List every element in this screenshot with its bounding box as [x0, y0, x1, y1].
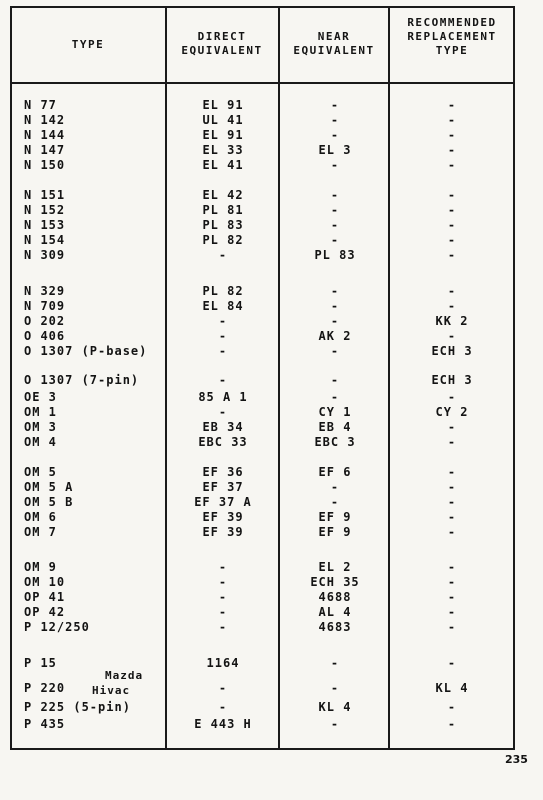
cell-direct: -	[218, 700, 228, 714]
cell-near: 4688	[318, 590, 352, 604]
cell-repl: -	[447, 113, 457, 127]
cell-type: OM 3	[24, 420, 57, 434]
cell-repl: -	[447, 420, 457, 434]
cell-direct: -	[218, 373, 228, 387]
cell-near: -	[330, 480, 340, 494]
cell-near: -	[330, 314, 340, 328]
cell-near: -	[330, 128, 340, 142]
cell-type: N 309	[24, 248, 66, 262]
cell-type: OM 5 B	[24, 495, 74, 509]
cell-direct: -	[218, 560, 228, 574]
cell-repl: -	[447, 590, 457, 604]
cell-repl: -	[447, 329, 457, 343]
cell-type: O 1307 (P-base)	[24, 344, 148, 358]
cell-type: N 144	[24, 128, 66, 142]
cell-near: EF 9	[318, 525, 352, 539]
cell-direct: -	[218, 605, 228, 619]
cell-repl: -	[447, 560, 457, 574]
cell-near: -	[330, 203, 340, 217]
cell-direct: EL 91	[202, 98, 244, 112]
cell-repl: -	[447, 218, 457, 232]
cell-direct: EL 42	[202, 188, 244, 202]
cell-repl: -	[447, 390, 457, 404]
cell-type: OM 7	[24, 525, 57, 539]
cell-near: EL 3	[318, 143, 352, 157]
cell-direct: EL 84	[202, 299, 244, 313]
cell-direct: PL 81	[202, 203, 244, 217]
cell-near: -	[330, 299, 340, 313]
cell-type: O 406	[24, 329, 66, 343]
cell-direct: EF 37	[202, 480, 244, 494]
cell-direct: PL 82	[202, 284, 244, 298]
cell-near: -	[330, 284, 340, 298]
cell-repl: -	[447, 299, 457, 313]
cell-direct: EL 41	[202, 158, 244, 172]
cell-direct: EL 91	[202, 128, 244, 142]
cell-near: -	[330, 158, 340, 172]
cell-direct: EF 39	[202, 525, 244, 539]
cell-direct: EF 37 A	[194, 495, 252, 509]
cell-type: P 12/250	[24, 620, 90, 634]
cell-type: N 147	[24, 143, 66, 157]
cell-direct: E 443 H	[194, 717, 252, 731]
cell-near: KL 4	[318, 700, 352, 714]
cell-direct: -	[218, 590, 228, 604]
cell-near: EB 4	[318, 420, 352, 434]
cell-type: P 435	[24, 717, 66, 731]
header-near-line1: NEAR	[317, 30, 351, 43]
cell-direct: -	[218, 329, 228, 343]
cell-repl: ECH 3	[431, 344, 473, 358]
cell-near: EF 9	[318, 510, 352, 524]
column-divider	[278, 6, 280, 750]
page-number: 235	[505, 753, 528, 766]
cell-type: N 153	[24, 218, 66, 232]
cell-direct: 85 A 1	[198, 390, 248, 404]
cell-near: -	[330, 717, 340, 731]
cell-type: OM 1	[24, 405, 57, 419]
cell-near: EBC 3	[314, 435, 356, 449]
header-replacement-line1: RECOMMENDED	[407, 16, 497, 29]
cell-type: N 151	[24, 188, 66, 202]
cell-near: -	[330, 113, 340, 127]
cell-repl: -	[447, 435, 457, 449]
cell-repl: -	[447, 233, 457, 247]
cell-repl: -	[447, 284, 457, 298]
cell-repl: -	[447, 98, 457, 112]
mazda-note: Mazda	[105, 669, 144, 682]
cell-type: OM 6	[24, 510, 57, 524]
header-direct-line2: EQUIVALENT	[181, 44, 263, 57]
cell-direct: -	[218, 620, 228, 634]
cell-type: N 142	[24, 113, 66, 127]
cell-near: -	[330, 344, 340, 358]
cell-type: OE 3	[24, 390, 57, 404]
cell-near: EF 6	[318, 465, 352, 479]
header-direct	[167, 30, 277, 58]
cell-repl: -	[447, 656, 457, 670]
cell-type: N 152	[24, 203, 66, 217]
cell-direct: EBC 33	[198, 435, 248, 449]
cell-type: N 154	[24, 233, 66, 247]
cell-repl: -	[447, 495, 457, 509]
cell-repl: -	[447, 128, 457, 142]
column-divider	[165, 6, 167, 750]
cell-repl: -	[447, 465, 457, 479]
cell-near: -	[330, 656, 340, 670]
cell-repl: -	[447, 143, 457, 157]
cell-near: -	[330, 495, 340, 509]
cell-type: OM 4	[24, 435, 57, 449]
cell-near: -	[330, 681, 340, 695]
cell-near: -	[330, 233, 340, 247]
cell-type: O 1307 (7-pin)	[24, 373, 140, 387]
cell-direct: 1164	[206, 656, 240, 670]
header-replacement	[390, 16, 514, 58]
header-replacement-line3: TYPE	[435, 44, 469, 57]
header-near	[280, 30, 388, 58]
cell-type: P 15	[24, 656, 57, 670]
cell-near: ECH 35	[310, 575, 360, 589]
cell-repl: -	[447, 510, 457, 524]
cell-type: O 202	[24, 314, 66, 328]
cell-direct: EB 34	[202, 420, 244, 434]
cell-direct: -	[218, 344, 228, 358]
cell-direct: EL 33	[202, 143, 244, 157]
cell-near: -	[330, 218, 340, 232]
cell-type: OM 5 A	[24, 480, 74, 494]
cell-type: OM 10	[24, 575, 66, 589]
cell-direct: UL 41	[202, 113, 244, 127]
cell-repl: -	[447, 575, 457, 589]
cell-repl: -	[447, 700, 457, 714]
cell-near: EL 2	[318, 560, 352, 574]
cell-near: 4683	[318, 620, 352, 634]
cell-repl: -	[447, 620, 457, 634]
cell-repl: CY 2	[435, 405, 469, 419]
cell-repl: -	[447, 158, 457, 172]
cell-near: -	[330, 373, 340, 387]
cell-near: -	[330, 188, 340, 202]
cell-near: -	[330, 390, 340, 404]
cell-type: N 709	[24, 299, 66, 313]
cell-type: OM 5	[24, 465, 57, 479]
cell-type: P 220	[24, 681, 66, 695]
cell-repl: -	[447, 480, 457, 494]
cell-repl: KL 4	[435, 681, 469, 695]
cell-repl: ECH 3	[431, 373, 473, 387]
cell-direct: -	[218, 575, 228, 589]
cell-repl: -	[447, 717, 457, 731]
cell-type: N 329	[24, 284, 66, 298]
cell-near: AL 4	[318, 605, 352, 619]
cell-direct: PL 82	[202, 233, 244, 247]
header-type: TYPE	[71, 38, 105, 51]
cell-near: AK 2	[318, 329, 352, 343]
cell-type: N 150	[24, 158, 66, 172]
header-replacement-line2: REPLACEMENT	[407, 30, 497, 43]
cell-repl: -	[447, 203, 457, 217]
cell-near: -	[330, 98, 340, 112]
cell-direct: -	[218, 314, 228, 328]
header-divider	[10, 82, 515, 84]
hivac-note: Hivac	[92, 684, 131, 697]
cell-near: PL 83	[314, 248, 356, 262]
cell-near: CY 1	[318, 405, 352, 419]
cell-repl: KK 2	[435, 314, 469, 328]
cell-direct: EF 36	[202, 465, 244, 479]
header-near-line2: EQUIVALENT	[293, 44, 375, 57]
cell-repl: -	[447, 605, 457, 619]
cell-type: OP 41	[24, 590, 66, 604]
cell-type: P 225 (5-pin)	[24, 700, 131, 714]
cell-repl: -	[447, 525, 457, 539]
cell-direct: -	[218, 248, 228, 262]
cell-type: OM 9	[24, 560, 57, 574]
cell-direct: PL 83	[202, 218, 244, 232]
cell-repl: -	[447, 188, 457, 202]
cell-type: N 77	[24, 98, 57, 112]
cell-type: OP 42	[24, 605, 66, 619]
cell-direct: -	[218, 405, 228, 419]
cell-direct: EF 39	[202, 510, 244, 524]
header-direct-line1: DIRECT	[197, 30, 247, 43]
cell-repl: -	[447, 248, 457, 262]
cell-direct: -	[218, 681, 228, 695]
